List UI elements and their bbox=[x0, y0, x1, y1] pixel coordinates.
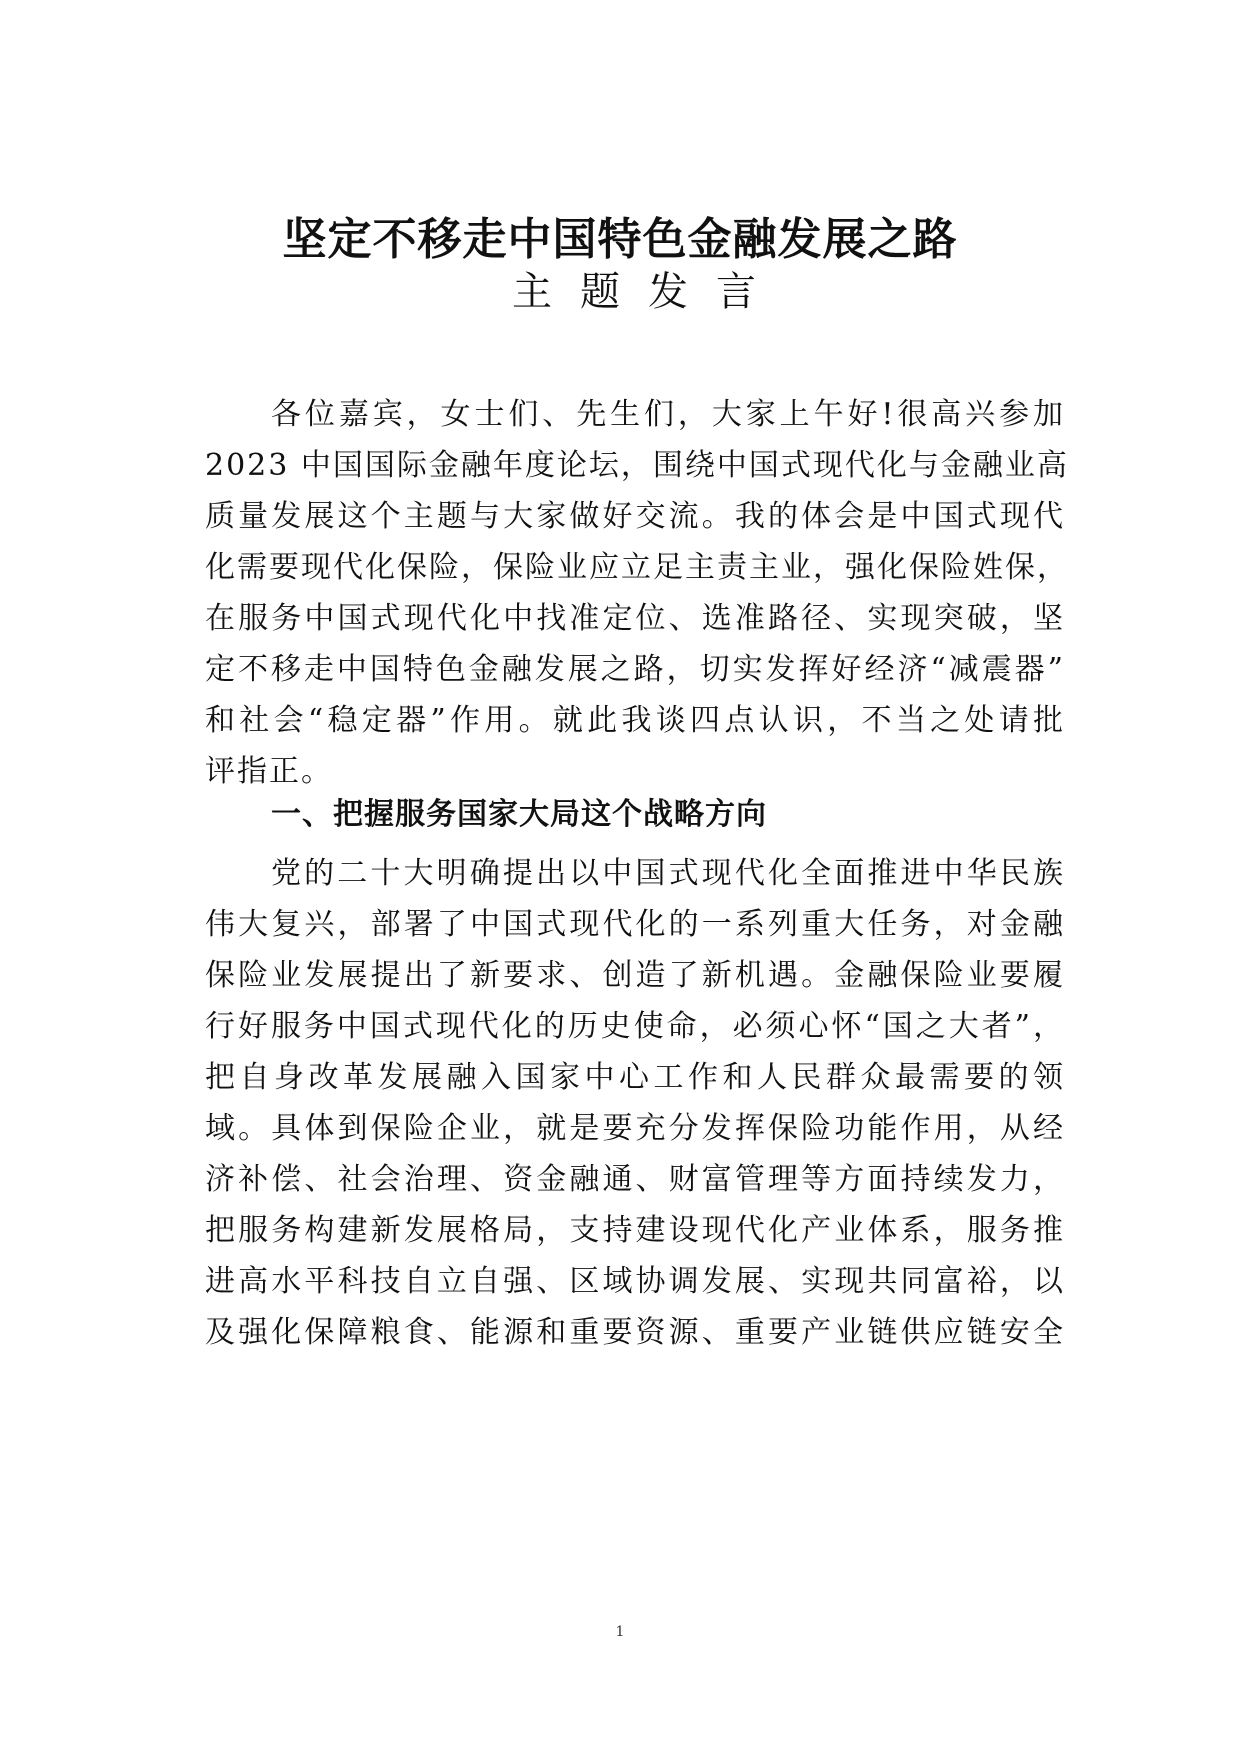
document-subtitle: 主题发言 bbox=[512, 269, 784, 315]
document-title: 坚定不移走中国特色金融发展之路 bbox=[282, 214, 958, 265]
page-number: 1 bbox=[615, 1624, 625, 1640]
paragraph-line: 质量发展这个主题与大家做好交流。我的体会是中国式现代 bbox=[205, 499, 1065, 534]
section-heading: 一、把握服务国家大局这个战略方向 bbox=[271, 797, 767, 832]
paragraph-line: 化需要现代化保险，保险业应立足主责主业，强化保险姓保， bbox=[205, 550, 1069, 585]
paragraph-line: 在服务中国式现代化中找准定位、选准路径、实现突破，坚 bbox=[205, 601, 1065, 636]
paragraph-line: 济补偿、社会治理、资金融通、财富管理等方面持续发力， bbox=[205, 1162, 1065, 1197]
paragraph-line: 2023 中国国际金融年度论坛，围绕中国式现代化与金融业高 bbox=[205, 448, 1069, 483]
paragraph-line: 及强化保障粮食、能源和重要资源、重要产业链供应链安全 bbox=[205, 1315, 1065, 1350]
paragraph-line: 和社会“稳定器”作用。就此我谈四点认识，不当之处请批 bbox=[205, 703, 1065, 738]
paragraph-line: 域。具体到保险企业，就是要充分发挥保险功能作用，从经 bbox=[205, 1111, 1065, 1146]
paragraph-line: 行好服务中国式现代化的历史使命，必须心怀“国之大者”， bbox=[205, 1009, 1065, 1044]
paragraph-line: 评指正。 bbox=[205, 754, 333, 789]
paragraph-line: 各位嘉宾，女士们、先生们，大家上午好!很高兴参加 bbox=[271, 397, 1065, 432]
paragraph-line: 把服务构建新发展格局，支持建设现代化产业体系，服务推 bbox=[205, 1213, 1065, 1248]
paragraph-line: 保险业发展提出了新要求、创造了新机遇。金融保险业要履 bbox=[205, 958, 1065, 993]
paragraph-1 bbox=[205, 389, 1069, 797]
paragraph-line: 伟大复兴，部署了中国式现代化的一系列重大任务，对金融 bbox=[205, 907, 1065, 942]
paragraph-line: 党的二十大明确提出以中国式现代化全面推进中华民族 bbox=[271, 856, 1065, 891]
paragraph-line: 定不移走中国特色金融发展之路，切实发挥好经济“减震器” bbox=[205, 652, 1065, 687]
paragraph-line: 进高水平科技自立自强、区域协调发展、实现共同富裕，以 bbox=[205, 1264, 1065, 1299]
paragraph-line: 把自身改革发展融入国家中心工作和人民群众最需要的领 bbox=[205, 1060, 1065, 1095]
paragraph-2 bbox=[205, 848, 1065, 1358]
